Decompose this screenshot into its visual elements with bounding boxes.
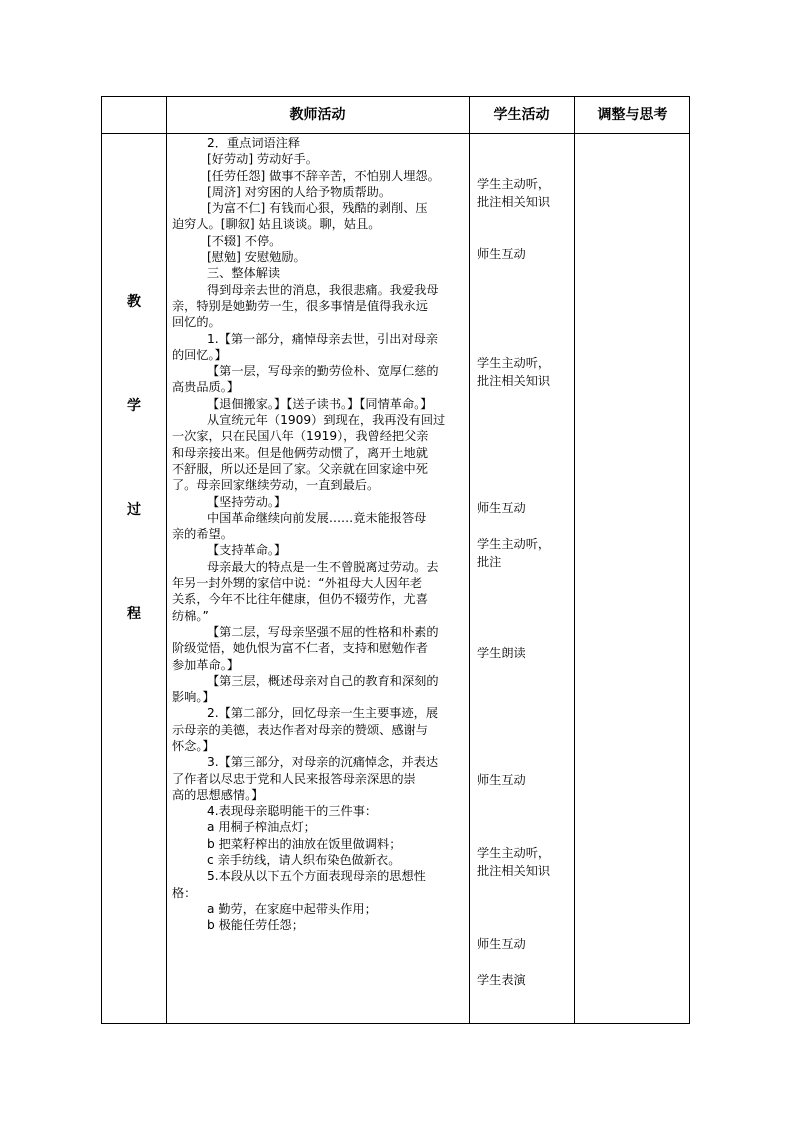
teacher-text-line: 5.本段从以下五个方面表现母亲的思想性: [207, 869, 426, 884]
teacher-text-line: 纺棉。”: [172, 608, 209, 623]
teacher-text-line: 影响。】: [172, 690, 215, 705]
teacher-text-line: 2．重点词语注释: [207, 136, 301, 150]
side-label-char: 学: [127, 398, 141, 414]
teacher-text-line: 【支持革命。】: [207, 543, 287, 558]
teacher-text-line: 格：: [172, 885, 197, 900]
teacher-text-line: 高的思想感情。】: [172, 787, 264, 802]
student-activity-text: 批注: [477, 555, 502, 569]
teacher-text-line: 不舒服，所以还是回了家。父亲就在回家途中死: [172, 461, 428, 476]
teacher-text-line: [慰勉] 安慰勉励。: [207, 250, 306, 265]
teacher-text-line: 一次家，只在民国八年（1919），我曾经把父亲: [172, 429, 429, 444]
column-divider: [469, 97, 470, 1023]
student-activity-text: 批注相关知识: [477, 195, 551, 209]
teacher-text-line: [周济] 对穷困的人给予物质帮助。: [207, 184, 392, 199]
teacher-text-line: 2.【第二部分，回忆母亲一生主要事迹，展: [207, 706, 439, 721]
teacher-text-line: 和母亲接出来。但是他俩劳动惯了，离开土地就: [172, 445, 428, 460]
column-divider: [166, 97, 167, 1023]
header-teacher-activity: 教师活动: [289, 107, 346, 123]
teacher-text-line: 1.【第一部分，痛悼母亲去世，引出对母亲: [207, 331, 439, 346]
teacher-text-line: 示母亲的美德，表达作者对母亲的赞颂、感谢与: [172, 722, 428, 737]
student-activity-text: 师生互动: [477, 773, 526, 787]
header-student-activity: 学生活动: [493, 107, 550, 123]
student-activity-entry: [477, 771, 577, 789]
teacher-text-line: [好劳动] 劳动好手。: [207, 152, 318, 167]
teacher-text-line: a 勤劳，在家庭中起带头作用；: [207, 901, 377, 916]
side-label-char: 教: [127, 294, 141, 310]
teacher-text-line: 的回忆。】: [172, 347, 227, 362]
teacher-text-line: a 用桐子榨油点灯；: [207, 820, 316, 835]
teacher-text-line: 了作者以尽忠于党和人民来报答母亲深思的崇: [172, 771, 416, 786]
student-activity-text: 学生主动听，: [477, 356, 551, 370]
student-activity-text: 学生主动听，: [477, 177, 551, 191]
student-activity-entry: [477, 844, 577, 880]
teacher-text-line: [任劳任怨] 做事不辞辛苦，不怕别人埋怨。: [207, 168, 440, 183]
student-activity-text: 学生朗读: [477, 646, 526, 660]
teacher-text-line: 【第一层，写母亲的勤劳俭朴、宽厚仁慈的: [207, 364, 439, 379]
student-activity-text: 师生互动: [477, 501, 526, 515]
header-adjust-reflect: 调整与思考: [597, 107, 668, 123]
lesson-table: [101, 96, 690, 1024]
side-label-char: 程: [127, 606, 141, 622]
teacher-text-line: 阶级觉悟，她仇恨为富不仁者，支持和慰勉作者: [172, 641, 428, 656]
student-activity-text: 师生互动: [477, 937, 526, 951]
student-activity-text: 师生互动: [477, 247, 526, 261]
header-divider: [102, 133, 689, 134]
student-activity-entry: [477, 499, 577, 517]
teacher-text-line: 高贵品质。】: [172, 380, 240, 395]
teacher-activity-text: [172, 135, 468, 934]
teacher-text-line: 怀念。】: [172, 738, 215, 753]
teacher-text-line: 【第三层，概述母亲对自己的教育和深刻的: [207, 673, 439, 688]
teacher-text-line: 4.表现母亲聪明能干的三件事：: [207, 804, 378, 819]
teacher-text-line: b 把菜籽榨出的油放在饭里做调料；: [207, 836, 402, 851]
side-label-char: 过: [127, 502, 141, 518]
student-activity-text: 批注相关知识: [477, 864, 551, 878]
teacher-text-line: 了。母亲回家继续劳动，一直到最后。: [172, 478, 380, 493]
student-activity-entry: [477, 535, 577, 571]
teacher-text-line: 【坚持劳动。】: [207, 494, 287, 509]
teacher-text-line: [为富不仁] 有钱而心狠，残酷的剥削、压: [207, 201, 428, 216]
teacher-text-line: c 亲手纺线，请人织布染色做新衣。: [207, 853, 401, 868]
teacher-text-line: 【退佃搬家。】【送子读书。】【同情革命。】: [207, 396, 433, 411]
teacher-text-line: 中国革命继续向前发展……竟未能报答母: [207, 510, 427, 525]
student-activity-text: 批注相关知识: [477, 374, 551, 388]
student-activity-entry: [477, 175, 577, 211]
teacher-text-line: 迫穷人。[聊叙] 姑且谈谈。聊，姑且。: [172, 217, 381, 232]
teacher-text-line: 参加革命。】: [172, 657, 240, 672]
teacher-text-line: 母亲最大的特点是一生不曾脱离过劳动。去: [207, 559, 439, 574]
student-activity-text: 学生主动听，: [477, 537, 551, 551]
student-activity-entry: [477, 971, 577, 989]
student-activity-entry: [477, 935, 577, 953]
teacher-text-line: 3.【第三部分，对母亲的沉痛悼念，并表达: [207, 755, 439, 770]
teacher-text-line: 年另一封外甥的家信中说：“外祖母大人因年老: [172, 576, 423, 591]
student-activity-text: 学生主动听，: [477, 846, 551, 860]
teacher-text-line: [不辍] 不停。: [207, 233, 282, 248]
student-activity-entry: [477, 354, 577, 390]
teacher-text-line: 回忆的。: [172, 315, 221, 330]
teacher-text-line: 三、整体解读: [207, 266, 281, 281]
teacher-text-line: 【第二层，写母亲坚强不屈的性格和朴素的: [207, 624, 439, 639]
teacher-text-line: 亲的希望。: [172, 527, 233, 542]
student-activity-text: 学生表演: [477, 973, 526, 987]
teacher-text-line: b 极能任劳任怨；: [207, 918, 304, 933]
teacher-text-line: 得到母亲去世的消息，我很悲痛。我爱我母: [207, 282, 439, 297]
teacher-text-line: 关系，今年不比往年健康，但仍不辍劳作，尤喜: [172, 592, 428, 607]
teacher-text-line: 从宣统元年（1909）到现在，我再没有回过: [207, 413, 446, 428]
student-activity-entry: [477, 644, 577, 662]
student-activity-entry: [477, 245, 577, 263]
teacher-text-line: 亲，特别是她勤劳一生，很多事情是值得我永远: [172, 298, 428, 313]
